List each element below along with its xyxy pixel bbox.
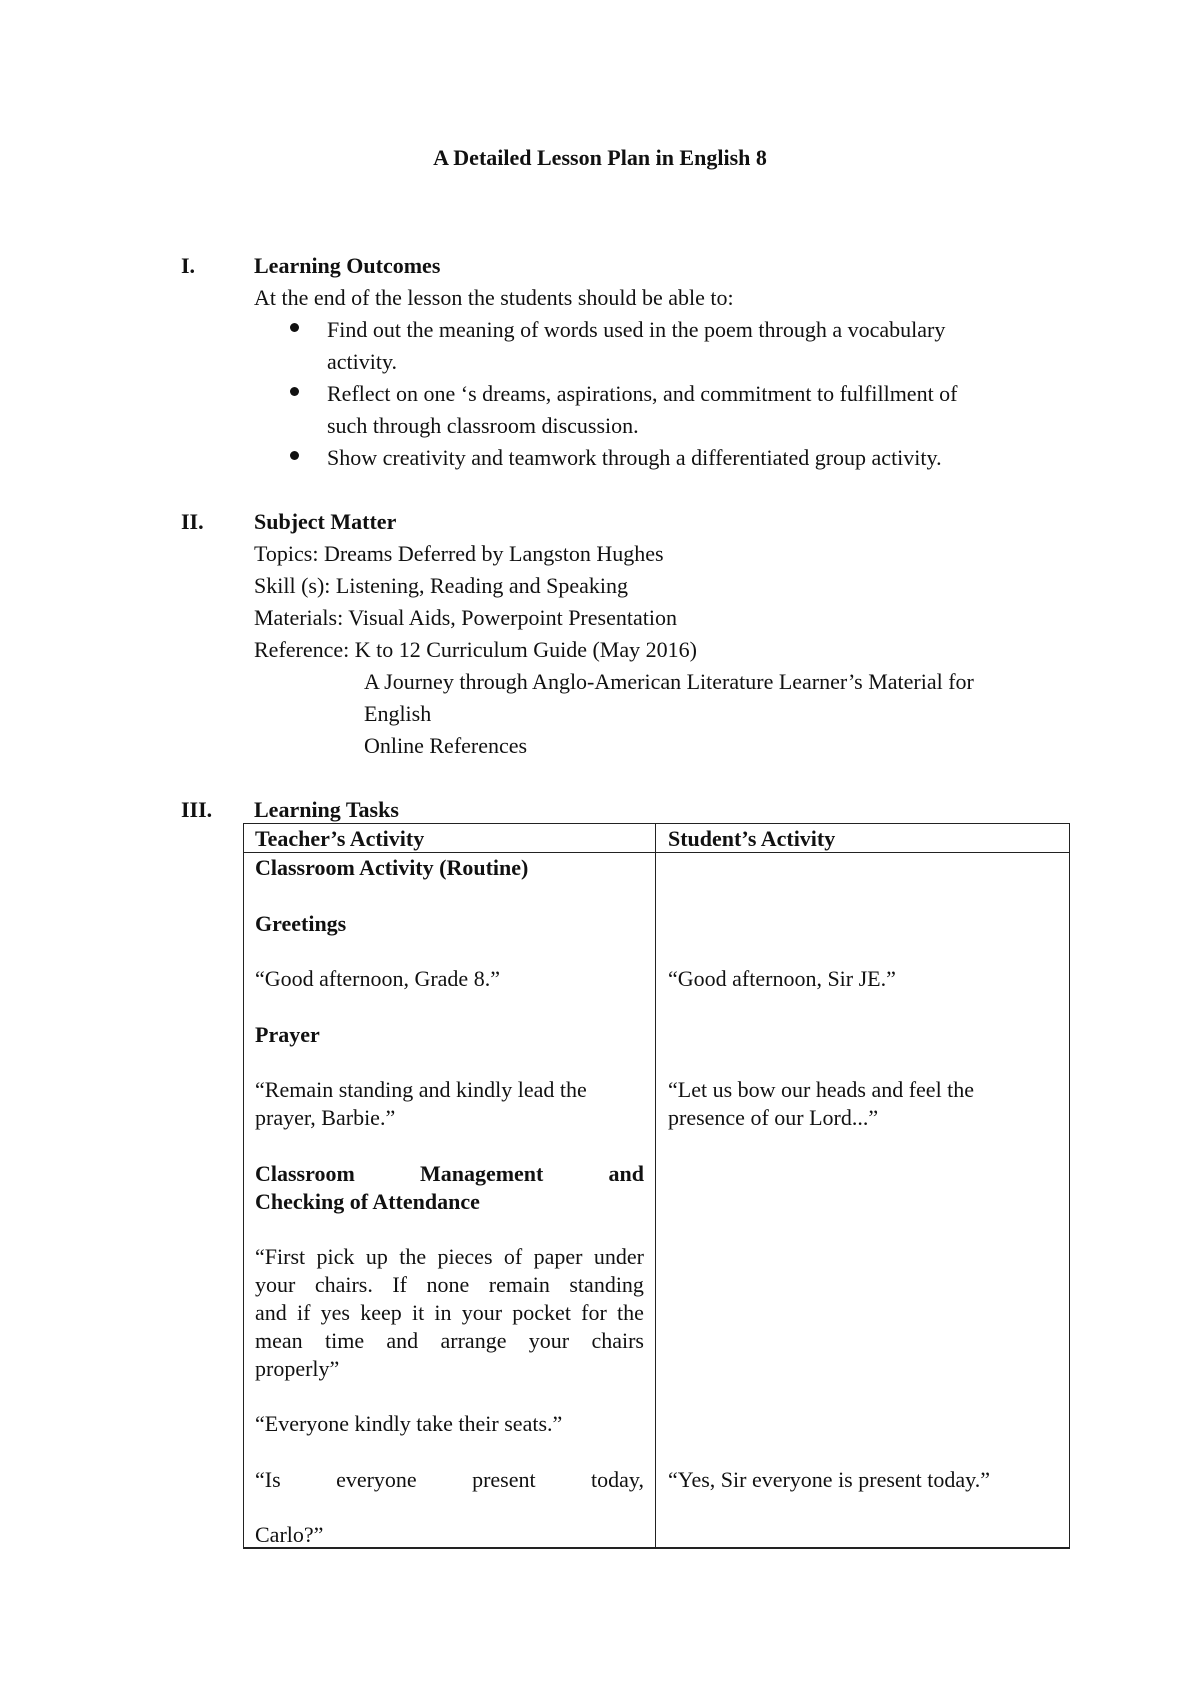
section-heading: Subject Matter bbox=[254, 509, 397, 534]
skills-line: Skill (s): Listening, Reading and Speaking bbox=[254, 573, 628, 598]
teacher-line: Carlo?” bbox=[255, 1522, 324, 1547]
word: for bbox=[581, 1300, 607, 1325]
word: the bbox=[399, 1244, 427, 1269]
bullet-icon bbox=[290, 451, 299, 460]
word: none bbox=[426, 1272, 470, 1297]
cell-heading: Prayer bbox=[255, 1022, 320, 1047]
teacher-line: prayer, Barbie.” bbox=[255, 1105, 396, 1130]
column-header-teacher: Teacher’s Activity bbox=[255, 826, 425, 851]
word: your bbox=[255, 1272, 296, 1297]
teacher-line: “Good afternoon, Grade 8.” bbox=[255, 966, 500, 991]
materials-line: Materials: Visual Aids, Powerpoint Presentation bbox=[254, 605, 677, 630]
table-border bbox=[243, 823, 244, 1549]
teacher-line: properly” bbox=[255, 1356, 340, 1381]
table-border bbox=[243, 852, 1070, 853]
word: yes bbox=[320, 1300, 350, 1325]
word: the bbox=[617, 1300, 644, 1325]
table-border bbox=[243, 1547, 1070, 1549]
heading-word: Management bbox=[419, 1161, 544, 1186]
student-line: “Let us bow our heads and feel the bbox=[668, 1077, 975, 1102]
word: chairs. bbox=[314, 1272, 373, 1297]
table-border bbox=[243, 823, 1070, 824]
teacher-line bbox=[255, 1467, 644, 1493]
section-heading: Learning Outcomes bbox=[254, 253, 441, 278]
topics-line: Topics: Dreams Deferred by Langston Hughes bbox=[254, 541, 664, 566]
word: up bbox=[365, 1244, 388, 1269]
word: standing bbox=[569, 1272, 644, 1297]
student-line: “Yes, Sir everyone is present today.” bbox=[668, 1467, 990, 1492]
student-line: presence of our Lord...” bbox=[668, 1105, 879, 1130]
learning-tasks-table bbox=[243, 823, 1070, 1549]
teacher-line: “Everyone kindly take their seats.” bbox=[255, 1411, 563, 1436]
cell-heading: Checking of Attendance bbox=[255, 1189, 480, 1214]
word: present bbox=[472, 1467, 536, 1492]
word: of bbox=[503, 1244, 523, 1269]
word: arrange bbox=[440, 1328, 507, 1353]
word: If bbox=[392, 1272, 408, 1297]
word: remain bbox=[488, 1272, 550, 1297]
word: keep bbox=[360, 1300, 402, 1325]
cell-heading bbox=[255, 1161, 644, 1187]
teacher-line: “Remain standing and kindly lead the bbox=[255, 1077, 587, 1102]
word: today, bbox=[591, 1467, 644, 1492]
reference-line: Reference: K to 12 Curriculum Guide (May 2016) bbox=[254, 637, 697, 662]
bullet-icon bbox=[290, 387, 299, 396]
student-line: “Good afternoon, Sir JE.” bbox=[668, 966, 896, 991]
reference-line: English bbox=[364, 701, 432, 726]
word: under bbox=[593, 1244, 644, 1269]
word: pick bbox=[316, 1244, 355, 1269]
word: pocket bbox=[512, 1300, 571, 1325]
reference-line: A Journey through Anglo-American Literature Learner’s Material for bbox=[364, 669, 974, 694]
list-item: Find out the meaning of words used in the poem through a vocabulary bbox=[327, 317, 946, 342]
section-number: I. bbox=[181, 253, 196, 278]
teacher-line bbox=[255, 1244, 644, 1270]
word: mean bbox=[255, 1328, 303, 1353]
word: your bbox=[461, 1300, 503, 1325]
heading-word: and bbox=[608, 1161, 644, 1186]
word: pieces bbox=[437, 1244, 493, 1269]
word: paper bbox=[533, 1244, 583, 1269]
teacher-line bbox=[255, 1328, 644, 1354]
page-title: A Detailed Lesson Plan in English 8 bbox=[433, 145, 767, 170]
word: if bbox=[296, 1300, 311, 1325]
list-item: activity. bbox=[327, 349, 398, 374]
word: and bbox=[386, 1328, 419, 1353]
word: in bbox=[434, 1300, 452, 1325]
table-border bbox=[655, 823, 656, 1549]
word: “First bbox=[255, 1244, 306, 1269]
cell-heading: Classroom Activity (Routine) bbox=[255, 855, 529, 880]
reference-line: Online References bbox=[364, 733, 528, 758]
section-number: II. bbox=[181, 509, 204, 534]
cell-heading: Greetings bbox=[255, 911, 347, 936]
word: everyone bbox=[336, 1467, 417, 1492]
list-item: Show creativity and teamwork through a differentiated group activity. bbox=[327, 445, 942, 470]
section-heading: Learning Tasks bbox=[254, 797, 399, 822]
word: and bbox=[255, 1300, 287, 1325]
word: “Is bbox=[255, 1467, 281, 1492]
section-number: III. bbox=[181, 797, 213, 822]
word: it bbox=[411, 1300, 425, 1325]
teacher-line bbox=[255, 1272, 644, 1298]
heading-word: Classroom bbox=[255, 1161, 355, 1186]
word: chairs bbox=[591, 1328, 644, 1353]
column-header-student: Student’s Activity bbox=[668, 826, 836, 851]
list-item: such through classroom discussion. bbox=[327, 413, 639, 438]
bullet-icon bbox=[290, 323, 299, 332]
list-item: Reflect on one ‘s dreams, aspirations, and commitment to fulfillment of bbox=[327, 381, 958, 406]
teacher-line bbox=[255, 1300, 644, 1326]
word: your bbox=[528, 1328, 570, 1353]
table-border bbox=[1069, 823, 1070, 1549]
word: time bbox=[324, 1328, 365, 1353]
section-intro: At the end of the lesson the students should be able to: bbox=[254, 285, 734, 310]
